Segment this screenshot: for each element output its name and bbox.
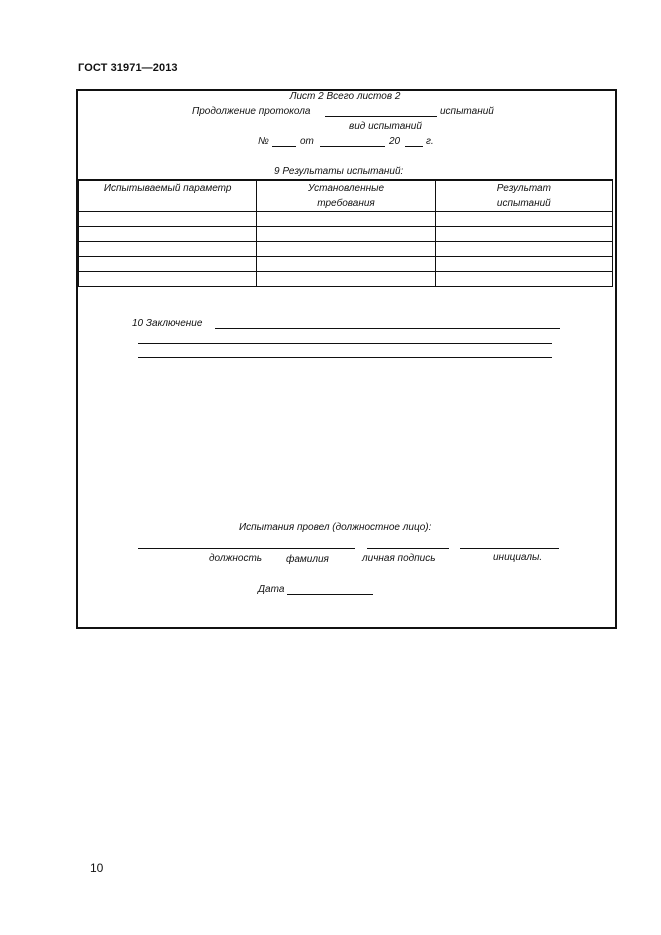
column-header-requirements (257, 180, 435, 212)
date-blank[interactable] (320, 146, 385, 147)
tester-label: Испытания провел (должностное лицо): (239, 522, 432, 533)
table-cell[interactable] (435, 272, 612, 287)
table-cell[interactable] (257, 242, 435, 257)
column-header-line: Испытываемый параметр (103, 183, 232, 194)
year-blank[interactable] (405, 146, 423, 147)
column-header-line: испытаний (496, 198, 551, 209)
protocol-suffix: испытаний (440, 106, 494, 117)
table-row (79, 242, 613, 257)
column-header-line: требования (317, 198, 375, 209)
protocol-caption: вид испытаний (349, 121, 422, 132)
date-label: Дата (258, 584, 285, 595)
conclusion-label: 10 Заключение (132, 318, 203, 329)
table-cell[interactable] (257, 257, 435, 272)
table-row (79, 272, 613, 287)
from-label: от (300, 136, 314, 147)
column-header-parameter (79, 180, 257, 212)
protocol-type-blank[interactable] (325, 116, 437, 117)
caption-signature: личная подпись (362, 553, 436, 564)
table-cell[interactable] (257, 227, 435, 242)
year-suffix: г. (426, 136, 434, 147)
table-header-row (79, 180, 613, 212)
sheet-line: Лист 2 Всего листов 2 (289, 91, 401, 102)
page-number: 10 (90, 861, 104, 875)
caption-surname: фамилия (286, 554, 329, 565)
table-row (79, 212, 613, 227)
conclusion-line-2[interactable] (138, 343, 552, 344)
signing-date-blank[interactable] (287, 594, 373, 595)
table-cell[interactable] (435, 227, 612, 242)
initials-blank[interactable] (460, 548, 559, 549)
caption-position: должность (209, 553, 263, 564)
table-cell[interactable] (435, 212, 612, 227)
table-cell[interactable] (79, 242, 257, 257)
document-header: ГОСТ 31971—2013 (78, 62, 178, 74)
conclusion-line-1[interactable] (215, 328, 560, 329)
signature-blank[interactable] (367, 548, 449, 549)
results-table (78, 179, 613, 287)
number-label: № (258, 136, 269, 147)
column-header-line: Установленные (307, 183, 384, 194)
table-row (79, 227, 613, 242)
protocol-prefix: Продолжение протокола (192, 106, 311, 117)
column-header-line: Результат (496, 183, 551, 194)
table-cell[interactable] (257, 272, 435, 287)
table-row (79, 257, 613, 272)
table-cell[interactable] (257, 212, 435, 227)
table-cell[interactable] (435, 242, 612, 257)
table-cell[interactable] (79, 257, 257, 272)
position-name-blank[interactable] (138, 548, 355, 549)
results-title: 9 Результаты испытаний: (274, 166, 404, 177)
number-blank[interactable] (272, 146, 296, 147)
table-cell[interactable] (435, 257, 612, 272)
caption-initials: инициалы. (493, 552, 543, 563)
table-cell[interactable] (79, 272, 257, 287)
year-prefix: 20 (389, 136, 401, 147)
column-header-result (435, 180, 612, 212)
table-cell[interactable] (79, 212, 257, 227)
table-cell[interactable] (79, 227, 257, 242)
conclusion-line-3[interactable] (138, 357, 552, 358)
